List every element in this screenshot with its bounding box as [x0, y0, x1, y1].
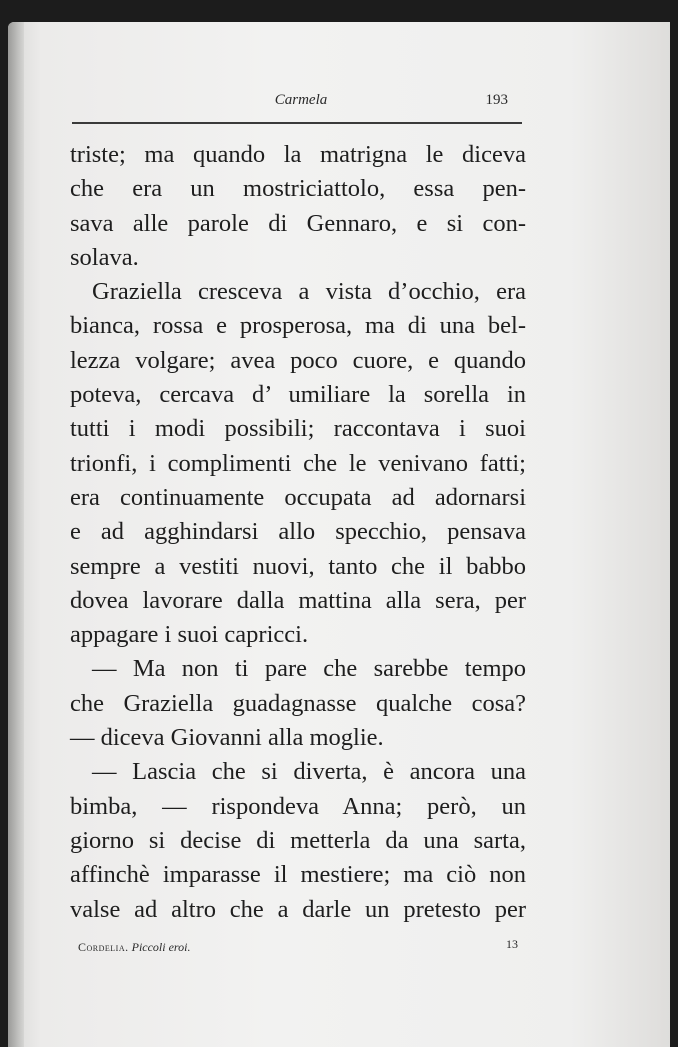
- text-line: bianca, rossa e prosperosa, ma di una bel-: [70, 312, 526, 340]
- signature-mark: [78, 940, 190, 955]
- text-line: che Graziella guadagnasse qualche cosa?: [70, 689, 526, 717]
- text-line: era continuamente occupata ad adornarsi: [70, 483, 526, 511]
- page-number: 193: [485, 92, 508, 108]
- text-line: triste; ma quando la matrigna le diceva: [70, 141, 526, 168]
- text-line: dovea lavorare dalla mattina alla sera, per: [70, 586, 526, 614]
- signature-title: Piccoli eroi.: [131, 940, 191, 954]
- text-line: lezza volgare; avea poco cuore, e quando: [70, 346, 526, 374]
- text-line: sempre a vestiti nuovi, tanto che il babbo: [70, 552, 526, 580]
- text-line: — Ma non ti pare che sarebbe tempo: [92, 655, 526, 683]
- text-line: — Lascia che si diverta, è ancora una: [92, 758, 526, 786]
- text-line: Graziella cresceva a vista d’occhio, era: [92, 278, 526, 306]
- page-gutter-shadow: [8, 22, 24, 1047]
- body-text: [70, 138, 526, 927]
- book-page: [8, 22, 670, 1047]
- running-head-title: Carmela: [274, 92, 328, 108]
- text-line: tutti i modi possibili; raccontava i suoi: [70, 415, 526, 443]
- text-line: che era un mostriciattolo, essa pen-: [70, 175, 526, 203]
- header-rule: [72, 122, 522, 124]
- signature-footer: [78, 937, 518, 958]
- text-line: valse ad altro che a darle un pretesto per: [70, 895, 526, 923]
- text-line: trionfi, i complimenti che le venivano fatti;: [70, 449, 526, 477]
- text-line: affinchè imparasse il mestiere; ma ciò non: [70, 861, 526, 889]
- text-line: solava.: [70, 243, 139, 271]
- running-head: [80, 92, 522, 114]
- text-line: — diceva Giovanni alla moglie.: [70, 724, 384, 752]
- text-line: giorno si decise di metterla da una sarta,: [70, 826, 526, 854]
- text-line: poteva, cercava d’ umiliare la sorella in: [70, 381, 526, 409]
- text-line: e ad agghindarsi allo specchio, pensava: [70, 518, 526, 546]
- signature-author: Cordelia.: [78, 940, 129, 954]
- text-line: bimba, — rispondeva Anna; però, un: [70, 792, 526, 820]
- text-line: sava alle parole di Gennaro, e si con-: [70, 209, 526, 237]
- signature-number: 13: [506, 937, 518, 951]
- text-line: appagare i suoi capricci.: [70, 621, 309, 649]
